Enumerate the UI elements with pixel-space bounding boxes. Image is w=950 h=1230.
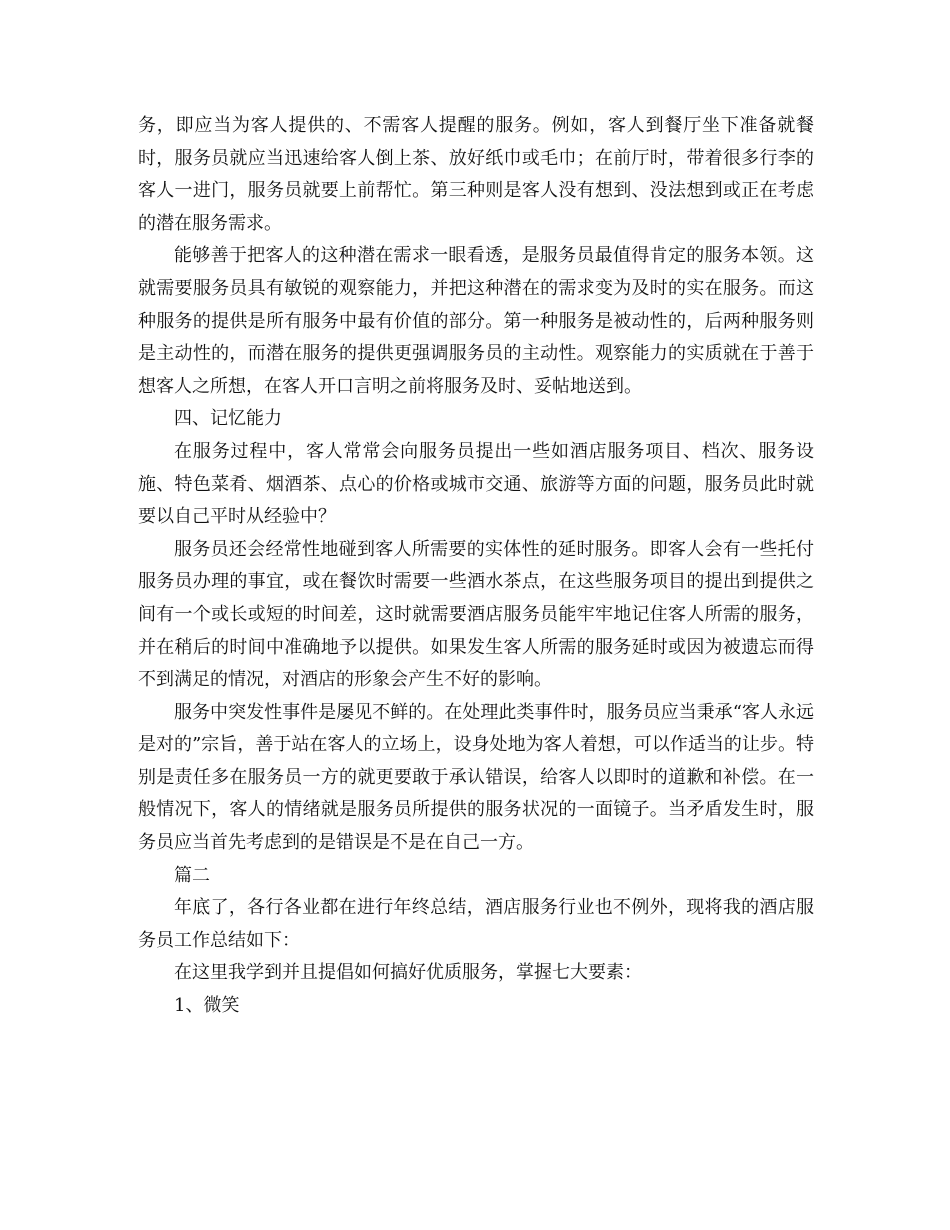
paragraph-memory-questions: 在服务过程中，客人常常会向服务员提出一些如酒店服务项目、档次、服务设施、特色菜肴、烟酒茶、点心的价格或城市交通、旅游等方面的问题，服务员此时就要以自己平时从经验中？ (138, 440, 814, 528)
paragraph-continued: 务，即应当为客人提供的、不需客人提醒的服务。例如，客人到餐厅坐下准备就餐时，服务员就应当迅速给客人倒上茶、放好纸巾或毛巾；在前厅时，带着很多行李的客人一进门，服务员就要上前帮忙。第三种则是客人没有想到、没法想到或正在考虑的潜在服务需求。 (138, 115, 814, 234)
document-body (138, 110, 814, 1023)
section-heading-memory: 四、记忆能力 (174, 408, 282, 430)
paragraph-delayed-service: 服务员还会经常性地碰到客人所需要的实体性的延时服务。即客人会有一些托付服务员办理的事宜，或在餐饮时需要一些酒水茶点，在这些服务项目的提出到提供之间有一个或长或短的时间差，这时就需要酒店服务员能牢牢地记住客人所需的服务，并在稍后的时间中准确地予以提供。如果发生客人所需的服务延时或因为被遗忘而得不到满足的情况，对酒店的形象会产生不好的影响。 (138, 538, 814, 691)
paragraph-incidents: 服务中突发性事件是屡见不鲜的。在处理此类事件时，服务员应当秉承“客人永远是对的”宗旨，善于站在客人的立场上，设身处地为客人着想，可以作适当的让步。特别是责任多在服务员一方的就更要敢于承认错误，给客人以即时的道歉和补偿。在一般情况下，客人的情绪就是服务员所提供的服务状况的一面镜子。当矛盾发生时，服务员应当首先考虑到的是错误是不是在自己一方。 (138, 701, 814, 854)
paragraph-seven-elements: 在这里我学到并且提倡如何搞好优质服务，掌握七大要素： (174, 962, 642, 984)
list-item-smile: 1、微笑 (174, 995, 240, 1017)
paragraph-observation: 能够善于把客人的这种潜在需求一眼看透，是服务员最值得肯定的服务本领。这就需要服务员具有敏锐的观察能力，并把这种潜在的需求变为及时的实在服务。而这种服务的提供是所有服务中最有价值的部分。第一种服务是被动性的，后两种服务则是主动性的，而潜在服务的提供更强调服务员的主动性。观察能力的实质就在于善于想客人之所想，在客人开口言明之前将服务及时、妥帖地送到。 (138, 245, 814, 397)
section-heading-part-two: 篇二 (174, 864, 210, 886)
paragraph-year-end: 年底了，各行各业都在进行年终总结，酒店服务行业也不例外，现将我的酒店服务员工作总结如下： (138, 897, 814, 951)
